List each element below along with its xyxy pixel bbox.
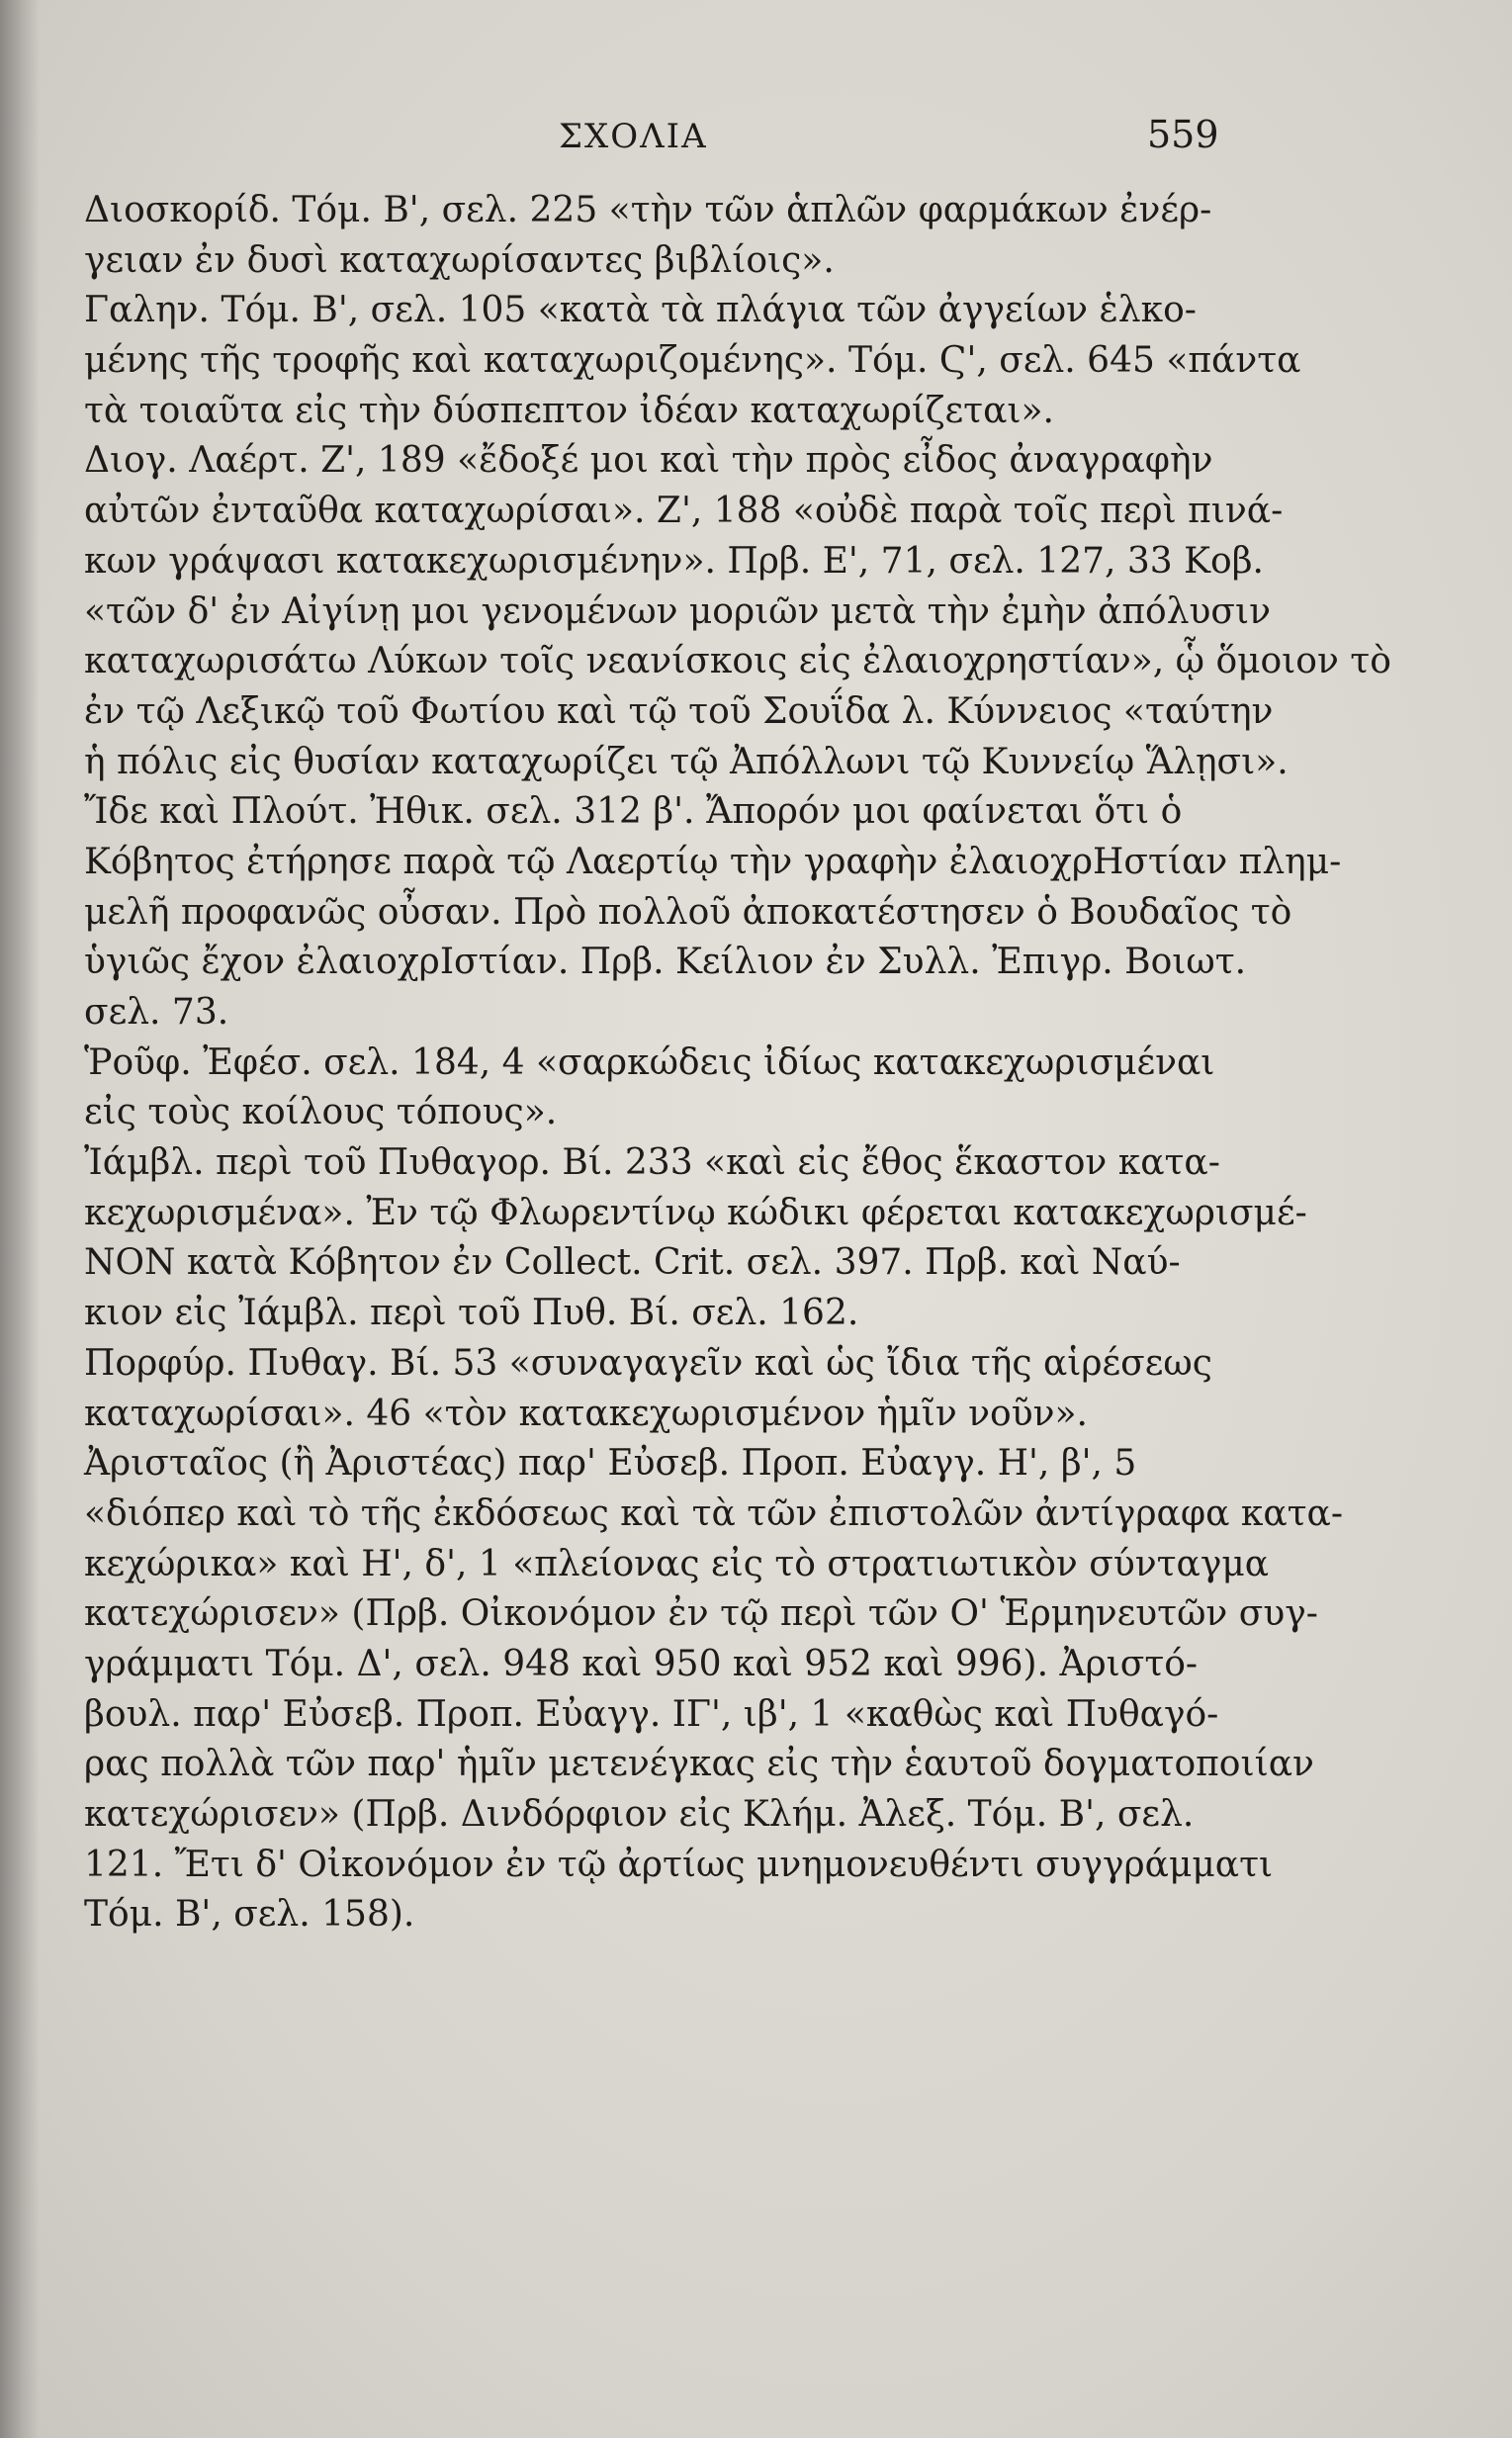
text-line: καταχωρίσαι». 46 «τὸν κατακεχωρισμένον ἡμῖν νοῦν».: [84, 1393, 1088, 1434]
text-line: Ἀρισταῖος (ἢ Ἀριστέας) παρ' Εὐσεβ. Προπ. Εὐαγγ. Η', β', 5: [84, 1443, 1137, 1485]
notes-body: [84, 186, 1391, 1941]
page-number: 559: [1147, 113, 1219, 156]
text-line: ρας πολλὰ τῶν παρ' ἡμῖν μετενέγκας εἰς τὴν ἑαυτοῦ δογματοποιίαν: [84, 1744, 1314, 1785]
text-line: μελῆ προφανῶς οὖσαν. Πρὸ πολλοῦ ἀποκατέστησεν ὁ Βουδαῖος τὸ: [84, 891, 1292, 933]
text-line: ἐν τῷ Λεξικῷ τοῦ Φωτίου καὶ τῷ τοῦ Σουΐδα λ. Κύννειος «ταύτην: [84, 690, 1274, 732]
text-line: Διοσκορίδ. Τόμ. Β', σελ. 225 «τὴν τῶν ἁπλῶν φαρμάκων ἐνέρ-: [84, 190, 1212, 230]
text-line: κεχωρισμένα». Ἐν τῷ Φλωρεντίνῳ κώδικι φέρεται κατακεχωρισμέ-: [84, 1192, 1307, 1233]
text-line: Ἰάμβλ. περὶ τοῦ Πυθαγορ. Βί. 233 «καὶ εἰς ἔθος ἕκαστον κατα-: [84, 1142, 1220, 1184]
text-line: Κόβητος ἐτήρησε παρὰ τῷ Λαερτίῳ τὴν γραφὴν ἐλαιοχρΗστίαν πλημ-: [84, 841, 1342, 882]
text-line: μένης τῆς τροφῆς καὶ καταχωριζομένης». Τόμ. Ϛ', σελ. 645 «πάντα: [84, 340, 1301, 382]
text-line: Πορφύρ. Πυθαγ. Βί. 53 «συναγαγεῖν καὶ ὡς ἴδια τῆς αἱρέσεως: [84, 1342, 1212, 1384]
text-line: γράμματι Τόμ. Δ', σελ. 948 καὶ 950 καὶ 952 καὶ 996). Ἀριστό-: [84, 1643, 1199, 1684]
text-line: Ἴδε καὶ Πλούτ. Ἠθικ. σελ. 312 β'. Ἄπορόν μοι φαίνεται ὅτι ὁ: [84, 791, 1183, 833]
text-line: κεχώρικα» καὶ Η', δ', 1 «πλείονας εἰς τὸ στρατιωτικὸν σύνταγμα: [84, 1543, 1270, 1584]
running-head: [0, 113, 1512, 164]
text-line: Ῥοῦφ. Ἐφέσ. σελ. 184, 4 «σαρκώδεις ἰδίως κατακεχωρισμέναι: [84, 1041, 1215, 1083]
text-line: κων γράψασι κατακεχωρισμένην». Πρβ. Ε', 71, σελ. 127, 33 Κοβ.: [84, 540, 1264, 582]
text-line: εἰς τοὺς κοίλους τόπους».: [84, 1092, 558, 1133]
text-line: κατεχώρισεν» (Πρβ. Δινδόρφιον εἰς Κλήμ. Ἀλεξ. Τόμ. Β', σελ.: [84, 1794, 1195, 1835]
section-title: ΣΧΟΛΙΑ: [559, 117, 708, 156]
text-line: αὐτῶν ἐνταῦθα καταχωρίσαι». Ζ', 188 «οὐδὲ παρὰ τοῖς περὶ πινά-: [84, 491, 1284, 532]
text-line: βουλ. παρ' Εὐσεβ. Προπ. Εὐαγγ. ΙΓ', ιβ', 1 «καθὼς καὶ Πυθαγό-: [84, 1693, 1219, 1735]
text-line: Τόμ. Β', σελ. 158).: [84, 1894, 415, 1936]
text-line: ἡ πόλις εἰς θυσίαν καταχωρίζει τῷ Ἀπόλλωνι τῷ Κυννείῳ Ἅλῃσι».: [84, 741, 1289, 782]
text-line: Γαλην. Τόμ. Β', σελ. 105 «κατὰ τὰ πλάγια τῶν ἀγγείων ἑλκο-: [84, 290, 1197, 331]
text-line: γειαν ἐν δυσὶ καταχωρίσαντες βιβλίοις».: [84, 239, 835, 281]
text-line: ΝΟΝ κατὰ Κόβητον ἐν Collect. Crit. σελ. 397. Πρβ. καὶ Ναύ-: [84, 1242, 1181, 1284]
text-line: Διογ. Λαέρτ. Ζ', 189 «ἔδοξέ μοι καὶ τὴν πρὸς εἶδος ἀναγραφὴν: [84, 440, 1213, 482]
text-line: τὰ τοιαῦτα εἰς τὴν δύσπεπτον ἰδέαν καταχωρίζεται».: [84, 390, 1054, 431]
text-line: 121. Ἔτι δ' Οἰκονόμον ἐν τῷ ἀρτίως μνημονευθέντι συγγράμματι: [84, 1844, 1274, 1885]
text-line: σελ. 73.: [84, 992, 229, 1033]
text-line: κιον εἰς Ἰάμβλ. περὶ τοῦ Πυθ. Βί. σελ. 162.: [84, 1293, 859, 1334]
text-line: «διόπερ καὶ τὸ τῆς ἐκδόσεως καὶ τὰ τῶν ἐπιστολῶν ἀντίγραφα κατα-: [84, 1492, 1344, 1534]
text-line: κατεχώρισεν» (Πρβ. Οἰκονόμον ἐν τῷ περὶ τῶν Ο' Ἑρμηνευτῶν συγ-: [84, 1593, 1318, 1635]
text-line: καταχωρισάτω Λύκων τοῖς νεανίσκοις εἰς ἐλαιοχρηστίαν», ᾧ ὅμοιον τὸ: [84, 641, 1391, 682]
page-gutter-shadow: [0, 0, 40, 2438]
text-line: ὑγιῶς ἔχον ἐλαιοχρΙστίαν. Πρβ. Κείλιον ἐν Συλλ. Ἐπιγρ. Βοιωτ.: [84, 942, 1247, 983]
text-line: «τῶν δ' ἐν Αἰγίνῃ μοι γενομένων μοριῶν μετὰ τὴν ἐμὴν ἀπόλυσιν: [84, 590, 1271, 632]
